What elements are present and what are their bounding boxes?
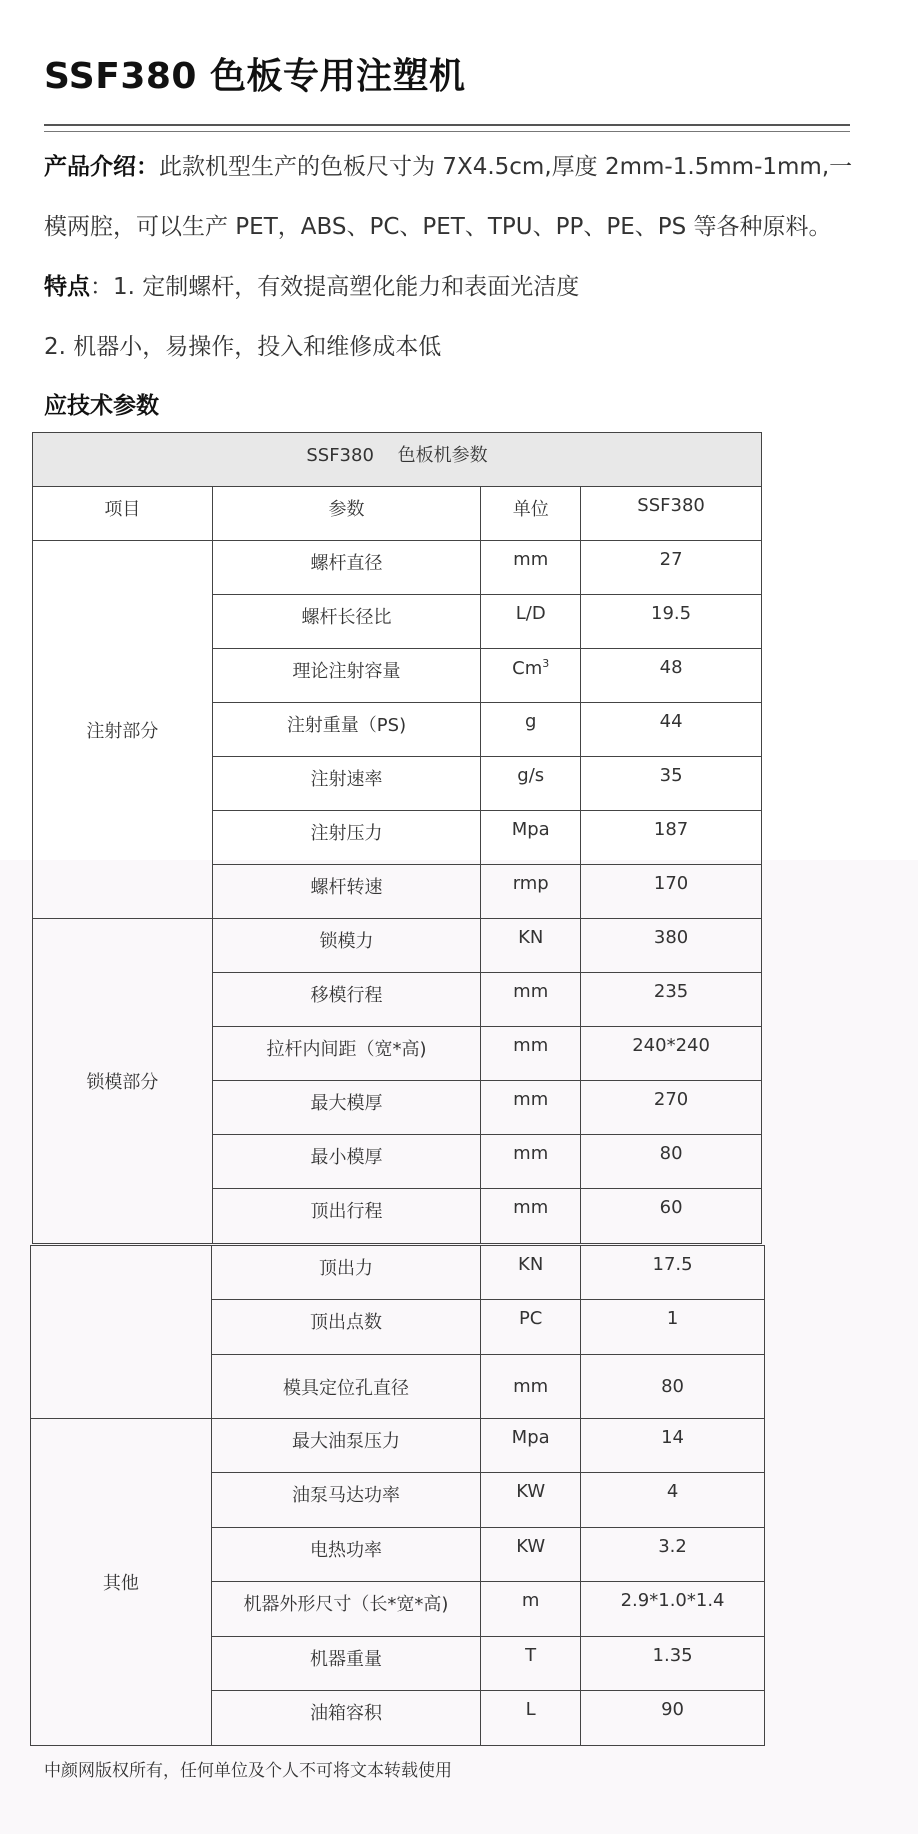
row-unit: g — [481, 703, 581, 757]
features-text-1: ：1. 定制螺杆，有效提高塑化能力和表面光洁度 — [90, 274, 580, 300]
row-unit: KN — [481, 1246, 581, 1300]
row-unit: mm — [481, 1135, 581, 1189]
unit-superscript: 3 — [542, 657, 550, 670]
row-unit: g/s — [481, 757, 581, 811]
table-row — [31, 1419, 765, 1473]
row-unit: mm — [481, 1081, 581, 1135]
row-param: 顶出力 — [211, 1246, 481, 1300]
row-param: 模具定位孔直径 — [211, 1355, 481, 1419]
row-value: 170 — [581, 865, 762, 919]
row-param: 注射压力 — [212, 811, 481, 865]
row-param: 螺杆直径 — [212, 541, 481, 595]
table-row — [33, 919, 762, 973]
header-item: 项目 — [33, 487, 213, 541]
row-value: 1.35 — [581, 1637, 765, 1691]
copyright-footer: 中颜网版权所有，任何单位及个人不可将文本转载使用 — [44, 1761, 452, 1781]
row-unit: KN — [481, 919, 581, 973]
row-param: 油泵马达功率 — [211, 1473, 481, 1528]
intro-label: 产品介绍： — [44, 154, 159, 180]
row-param: 机器重量 — [211, 1637, 481, 1691]
row-value: 240*240 — [581, 1027, 762, 1081]
table-caption: SSF380 色板机参数 — [33, 433, 762, 487]
intro-text-1: 此款机型生产的色板尺寸为 7X4.5cm,厚度 2mm-1.5mm-1mm,一 — [159, 154, 853, 180]
features-line-2: 2. 机器小，易操作，投入和维修成本低 — [44, 334, 442, 360]
row-param: 最小模厚 — [212, 1135, 481, 1189]
title-divider — [44, 124, 850, 132]
row-param: 顶出行程 — [212, 1189, 481, 1244]
row-unit: mm — [481, 1355, 581, 1419]
table-row — [33, 541, 762, 595]
row-value: 80 — [581, 1135, 762, 1189]
row-value: 60 — [581, 1189, 762, 1244]
row-param: 油箱容积 — [211, 1691, 481, 1746]
table-header-row — [33, 487, 762, 541]
row-value: 3.2 — [581, 1528, 765, 1582]
row-value: 187 — [581, 811, 762, 865]
row-value: 17.5 — [581, 1246, 765, 1300]
row-param: 注射速率 — [212, 757, 481, 811]
row-param: 移模行程 — [212, 973, 481, 1027]
row-param: 最大油泵压力 — [211, 1419, 481, 1473]
row-unit: mm — [481, 541, 581, 595]
row-unit: KW — [481, 1528, 581, 1582]
row-param: 锁模力 — [212, 919, 481, 973]
row-param: 拉杆内间距（宽*高) — [212, 1027, 481, 1081]
row-value: 19.5 — [581, 595, 762, 649]
row-unit: mm — [481, 1189, 581, 1244]
page-title: SSF380 色板专用注塑机 — [44, 56, 466, 97]
row-value: 235 — [581, 973, 762, 1027]
row-unit: Mpa — [481, 1419, 581, 1473]
row-param: 注射重量（PS) — [212, 703, 481, 757]
unit-base: Cm — [512, 658, 543, 679]
intro-line-1 — [44, 148, 852, 181]
row-unit: mm — [481, 973, 581, 1027]
row-value: 35 — [581, 757, 762, 811]
row-value: 270 — [581, 1081, 762, 1135]
row-value: 380 — [581, 919, 762, 973]
row-param: 理论注射容量 — [212, 649, 481, 703]
table-row — [31, 1246, 765, 1300]
row-unit: PC — [481, 1300, 581, 1355]
group-clamping: 锁模部分 — [33, 919, 213, 1244]
row-param: 电热功率 — [211, 1528, 481, 1582]
row-unit: L — [481, 1691, 581, 1746]
row-value: 44 — [581, 703, 762, 757]
features-label: 特点 — [44, 274, 90, 300]
group-injection: 注射部分 — [33, 541, 213, 919]
row-param: 螺杆转速 — [212, 865, 481, 919]
row-value: 27 — [581, 541, 762, 595]
row-value: 48 — [581, 649, 762, 703]
header-model: SSF380 — [581, 487, 762, 541]
row-param: 最大模厚 — [212, 1081, 481, 1135]
row-unit: Mpa — [481, 811, 581, 865]
row-value: 90 — [581, 1691, 765, 1746]
spec-table-part-1 — [32, 432, 762, 1244]
row-unit — [481, 649, 581, 703]
row-unit: L/D — [481, 595, 581, 649]
row-param: 顶出点数 — [211, 1300, 481, 1355]
group-blank — [31, 1246, 212, 1419]
row-param: 机器外形尺寸（长*宽*高) — [211, 1582, 481, 1637]
row-value: 14 — [581, 1419, 765, 1473]
row-value: 1 — [581, 1300, 765, 1355]
row-value: 4 — [581, 1473, 765, 1528]
section-heading: 应技术参数 — [44, 393, 159, 419]
row-unit: KW — [481, 1473, 581, 1528]
row-param: 螺杆长径比 — [212, 595, 481, 649]
header-unit: 单位 — [481, 487, 581, 541]
row-value: 2.9*1.0*1.4 — [581, 1582, 765, 1637]
row-value: 80 — [581, 1355, 765, 1419]
group-other: 其他 — [31, 1419, 212, 1746]
row-unit: mm — [481, 1027, 581, 1081]
features-line-1 — [44, 268, 579, 301]
row-unit: rmp — [481, 865, 581, 919]
spec-table-part-2 — [30, 1245, 765, 1746]
intro-line-2: 模两腔，可以生产 PET，ABS、PC、PET、TPU、PP、PE、PS 等各种原料。 — [44, 214, 832, 240]
table-caption-row — [33, 433, 762, 487]
row-unit: T — [481, 1637, 581, 1691]
header-param: 参数 — [212, 487, 481, 541]
row-unit: m — [481, 1582, 581, 1637]
